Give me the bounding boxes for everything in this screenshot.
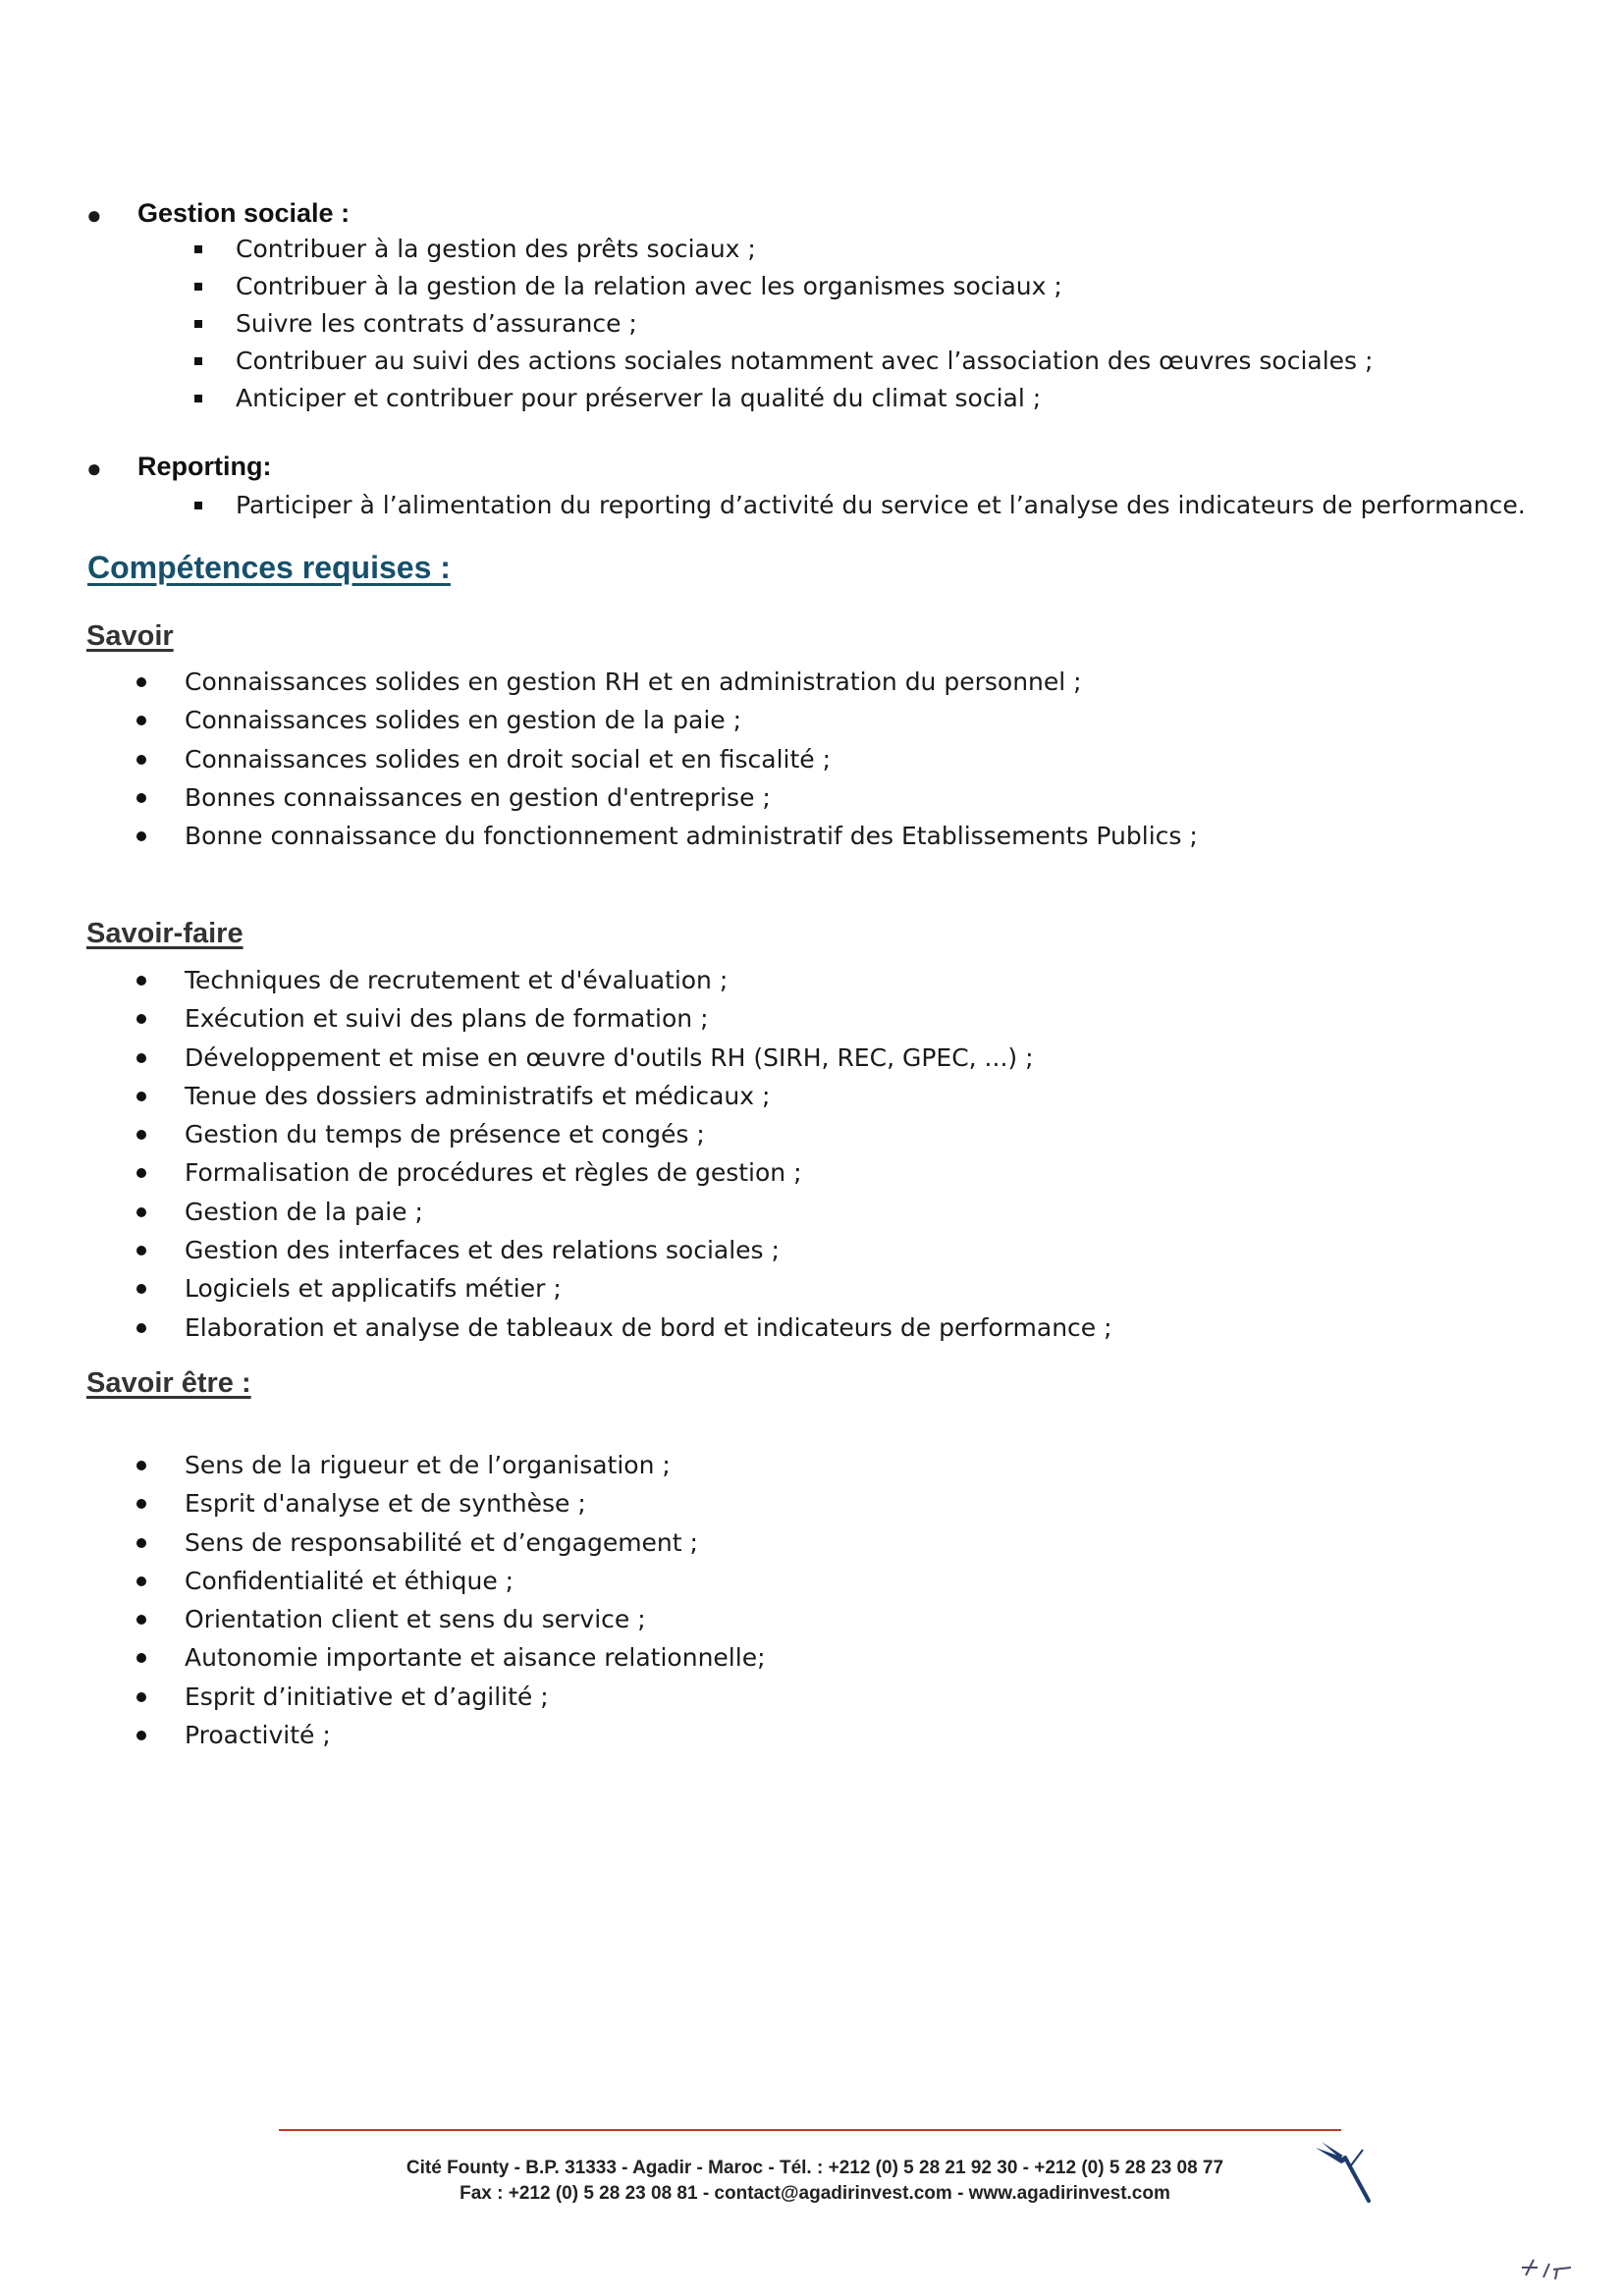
savoir-list: [185, 663, 1198, 855]
list-item: Techniques de recrutement et d'évaluation ;: [185, 961, 1112, 999]
list-item: Esprit d’initiative et d’agilité ;: [185, 1678, 766, 1716]
bullet-icon: [136, 1130, 146, 1140]
bullet-icon: [136, 1499, 146, 1509]
list-item: Proactivité ;: [185, 1716, 766, 1754]
list-item: Confidentialité et éthique ;: [185, 1562, 766, 1600]
bullet-icon: [136, 1092, 146, 1101]
bullet-icon: [136, 1207, 146, 1217]
bullet-icon: [136, 793, 146, 803]
bullet-icon: [136, 1014, 146, 1024]
square-bullet-icon: [194, 320, 202, 328]
bullet-icon: [136, 831, 146, 841]
list-item: Bonne connaissance du fonctionnement administratif des Etablissements Publics ;: [185, 817, 1198, 855]
bullet-icon: [136, 976, 146, 986]
savoir-faire-heading: Savoir-faire: [86, 918, 243, 949]
list-item: Sens de la rigueur et de l’organisation ;: [185, 1446, 766, 1484]
footer-address: Cité Founty - B.P. 31333 - Agadir - Maroc - Tél. : +212 (0) 5 28 21 92 30 - +212 (0) 5 28 23 08 77: [406, 2158, 1224, 2178]
bullet-icon: [136, 1053, 146, 1063]
bullet-icon: [136, 1731, 146, 1740]
savoir-heading: Savoir: [86, 620, 174, 652]
bullet-icon: ●: [86, 200, 102, 230]
savoir-faire-list: [185, 961, 1112, 1347]
bullet-icon: ●: [86, 454, 102, 483]
list-item: Gestion de la paie ;: [185, 1193, 1112, 1231]
list-item: Développement et mise en œuvre d'outils RH (SIRH, REC, GPEC, ...) ;: [185, 1039, 1112, 1077]
bullet-icon: [136, 1246, 146, 1255]
list-item: Formalisation de procédures et règles de gestion ;: [185, 1153, 1112, 1192]
list-item: Connaissances solides en gestion RH et en administration du personnel ;: [185, 663, 1198, 701]
list-item: Connaissances solides en droit social et en fiscalité ;: [185, 740, 1198, 778]
list-item: Gestion des interfaces et des relations sociales ;: [185, 1231, 1112, 1269]
bullet-icon: [136, 1168, 146, 1178]
bullet-icon: [136, 716, 146, 725]
square-bullet-icon: [194, 245, 202, 253]
bullet-icon: [136, 1461, 146, 1470]
bullet-icon: [136, 1284, 146, 1294]
section-title: Gestion sociale :: [137, 198, 351, 228]
list-item: Bonnes connaissances en gestion d'entreprise ;: [185, 778, 1198, 817]
bullet-icon: [136, 1653, 146, 1663]
list-item: Tenue des dossiers administratifs et médicaux ;: [185, 1077, 1112, 1115]
list-item: Esprit d'analyse et de synthèse ;: [185, 1484, 766, 1522]
handwritten-page-mark-icon: [1520, 2256, 1579, 2285]
footer-divider: [279, 2129, 1341, 2131]
square-bullet-icon: [194, 283, 202, 291]
list-item: Orientation client et sens du service ;: [185, 1600, 766, 1638]
savoir-etre-list: [185, 1446, 766, 1754]
list-item: Gestion du temps de présence et congés ;: [185, 1115, 1112, 1153]
square-bullet-icon: [194, 357, 202, 365]
document-page: ● Gestion sociale : Contribuer à la gestion des prêts sociaux ; Contribuer à la gestion de la relation avec les organismes sociaux ; Suivre les contrats d’assurance ; Contribuer au suivi des actions sociales notamment avec l’association des œuvres sociales ; Anticiper et contribuer pour préserver la qualité du climat social ; ● Reporting: Participer à l’alimentation du reporting d’activité du service et l’analyse des indicateurs de performance. Compétences requises : Savoir Connaissances solides en gestion RH et en administration du personnel ; Connaissances solides en gestion de la paie ; Connaissances solides en droit social et en fiscalité ; Bonnes connaissances en gestion d'entreprise ; Bonne connaissance du fonctionnement administratif des Etablissements Publics ; Savoir-faire Techniques de recrutement et d'évaluation ; Exécution et suivi des plans de formation ; Développement et mise en œuvre d'outils RH (SIRH, REC, GPEC, ...) ; Tenue des dossiers administratifs et médicaux ; Gestion du temps de présence et congés ; Formalisation de procédures et règles de gestion ; Gestion de la paie ; Gestion des interfaces et des relations sociales ; Logiciels et applicatifs métier ; Elaboration et analyse de tableaux de bord et indicateurs de performance ; Savoir être : Sens de la rigueur et de l’organisation ; Esprit d'analyse et de synthèse ; Sens de responsabilité et d’engagement ; Confidentialité et éthique ; Orientation client et sens du service ; Autonomie importante et aisance relationnelle; Esprit d’initiative et d’agilité ; Proactivité ; Cité Founty - B.P. 31333 - Agadir - Maroc - Tél. : +212 (0) 5 28 21 92 30 - +212 (0) 5 28 23 08 77 Fax : +212 (0) 5 28 23 08 81 - contact@agadirinvest.com - www.agadirinvest.com: [0, 0, 1623, 2296]
bullet-icon: [136, 1692, 146, 1702]
list-item: Exécution et suivi des plans de formation ;: [185, 999, 1112, 1038]
square-bullet-icon: [194, 502, 202, 509]
section-title: Reporting:: [137, 452, 272, 481]
list-item: Elaboration et analyse de tableaux de bord et indicateurs de performance ;: [185, 1308, 1112, 1347]
bullet-icon: [136, 1576, 146, 1586]
square-bullet-icon: [194, 395, 202, 402]
competences-heading: Compétences requises :: [87, 550, 451, 585]
agadir-invest-logo-icon: [1312, 2138, 1380, 2209]
list-item: Autonomie importante et aisance relationnelle;: [185, 1638, 766, 1677]
bullet-icon: [136, 1615, 146, 1625]
savoir-etre-heading: Savoir être :: [86, 1367, 251, 1399]
bullet-icon: [136, 1323, 146, 1333]
list-item: Sens de responsabilité et d’engagement ;: [185, 1523, 766, 1562]
bullet-icon: [136, 755, 146, 765]
list-item: Connaissances solides en gestion de la paie ;: [185, 701, 1198, 739]
bullet-icon: [136, 1538, 146, 1548]
bullet-icon: [136, 677, 146, 687]
list-item: Logiciels et applicatifs métier ;: [185, 1269, 1112, 1308]
footer-contact: Fax : +212 (0) 5 28 23 08 81 - contact@agadirinvest.com - www.agadirinvest.com: [460, 2183, 1170, 2204]
